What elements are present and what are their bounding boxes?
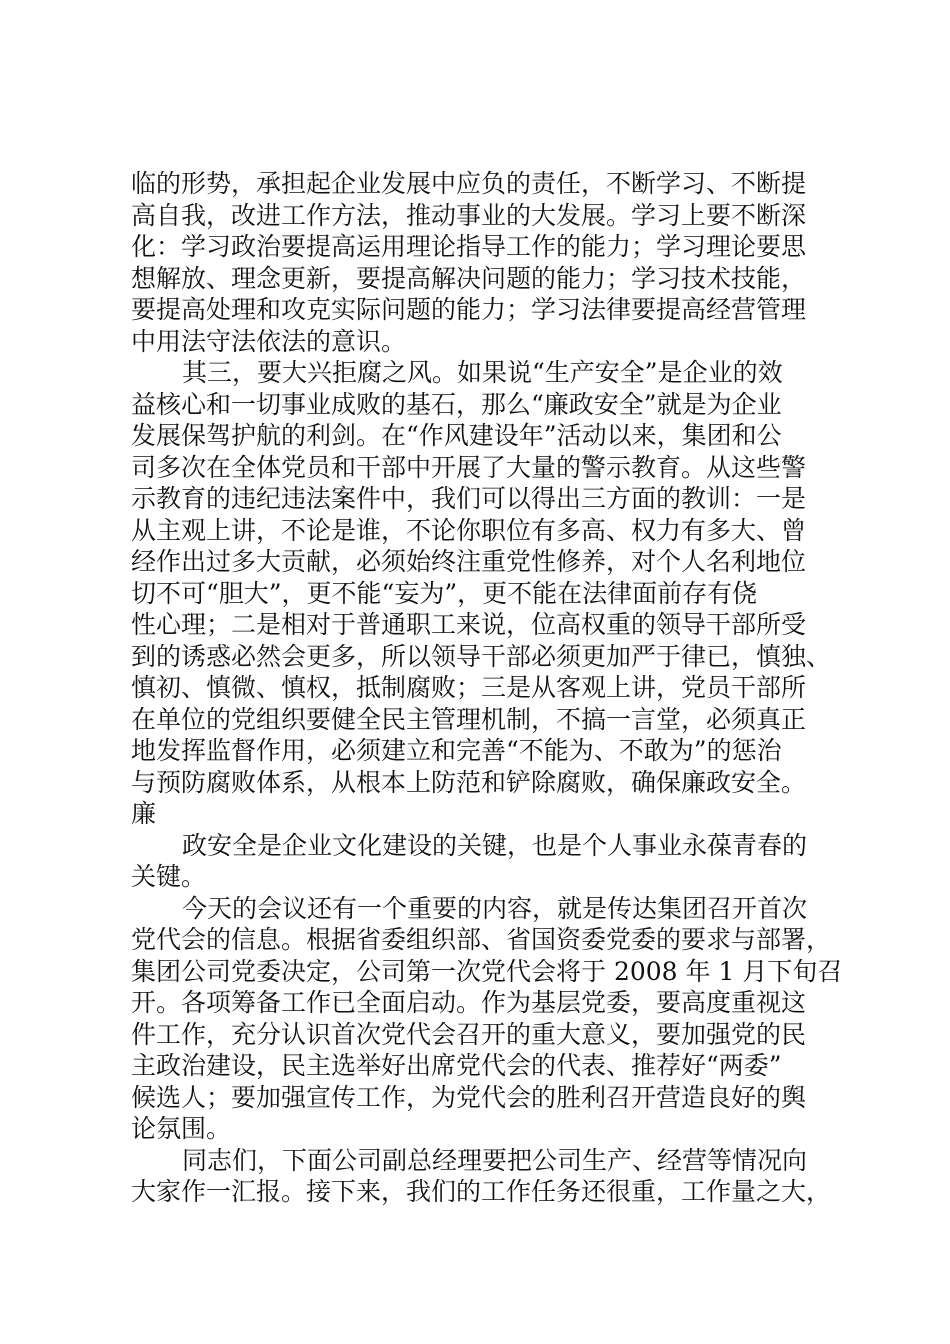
text-line: 慎初、慎微、慎权，抵制腐败；三是从客观上讲，党员干部所 <box>131 673 807 702</box>
text-line: 性心理；二是相对于普通职工来说，位高权重的领导干部所受 <box>131 610 807 639</box>
text-line: 集团公司党委决定，公司第一次党代会将于 2008 年 1 月下旬召 <box>131 956 843 986</box>
text-line: 关键。 <box>131 862 207 891</box>
text-line: 示教育的违纪违法案件中，我们可以得出三方面的教训：一是 <box>131 484 807 513</box>
text-line: 想解放、理念更新，要提高解决问题的能力；学习技术技能， <box>131 263 807 293</box>
text-line: 开。各项筹备工作已全面启动。作为基层党委，要高度重视这 <box>131 988 807 1017</box>
text-line: 司多次在全体党员和干部中开展了大量的警示教育。从这些警 <box>131 452 807 482</box>
body-text <box>131 168 851 1208</box>
text-line: 政安全是企业文化建设的关键，也是个人事业永葆青春的 <box>182 830 808 860</box>
text-line: 件工作，充分认识首次党代会召开的重大意义，要加强党的民 <box>131 1019 807 1049</box>
text-line: 论氛围。 <box>131 1114 232 1143</box>
text-line: 高自我，改进工作方法，推动事业的大发展。学习上要不断深 <box>131 200 807 230</box>
text-line: 发展保驾护航的利剑。在“作风建设年”活动以来，集团和公 <box>131 421 782 450</box>
text-line: 与预防腐败体系，从根本上防范和铲除腐败，确保廉政安全。 <box>131 767 807 797</box>
text-line: 临的形势，承担起企业发展中应负的责任，不断学习、不断提 <box>131 169 807 198</box>
text-line: 大家作一汇报。接下来，我们的工作任务还很重，工作量之大， <box>131 1177 832 1206</box>
text-line: 地发挥监督作用，必须建立和完善“不能为、不敢为”的惩治 <box>131 736 782 765</box>
text-line: 切不可“胆大”，更不能“妄为”，更不能在法律面前存有侥 <box>131 578 758 608</box>
text-line: 主政治建设，民主选举好出席党代会的代表、推荐好“两委” <box>131 1051 782 1080</box>
text-line: 同志们，下面公司副总经理要把公司生产、经营等情况向 <box>182 1145 808 1175</box>
text-line: 益核心和一切事业成败的基石，那么“廉政安全”就是为企业 <box>131 389 782 419</box>
text-line: 候选人；要加强宣传工作，为党代会的胜利召开营造良好的舆 <box>131 1082 807 1112</box>
text-line: 其三，要大兴拒腐之风。如果说“生产安全”是企业的效 <box>182 358 783 387</box>
text-line: 经作出过多大贡献，必须始终注重党性修养，对个人名利地位 <box>131 547 807 576</box>
text-line: 党代会的信息。根据省委组织部、省国资委党委的要求与部署， <box>131 925 832 954</box>
text-line: 中用法守法依法的意识。 <box>131 326 407 356</box>
text-line: 廉 <box>131 799 157 828</box>
text-line: 化：学习政治要提高运用理论指导工作的能力；学习理论要思 <box>131 232 807 261</box>
text-line: 到的诱惑必然会更多，所以领导干部必须更加严于律已，慎独、 <box>131 641 832 671</box>
text-line: 要提高处理和攻克实际问题的能力；学习法律要提高经营管理 <box>131 295 807 324</box>
text-line: 在单位的党组织要健全民主管理机制，不搞一言堂，必须真正 <box>131 704 807 734</box>
text-line: 从主观上讲，不论是谁，不论你职位有多高、权力有多大、曾 <box>131 515 807 545</box>
text-line: 今天的会议还有一个重要的内容，就是传达集团召开首次 <box>182 893 808 923</box>
